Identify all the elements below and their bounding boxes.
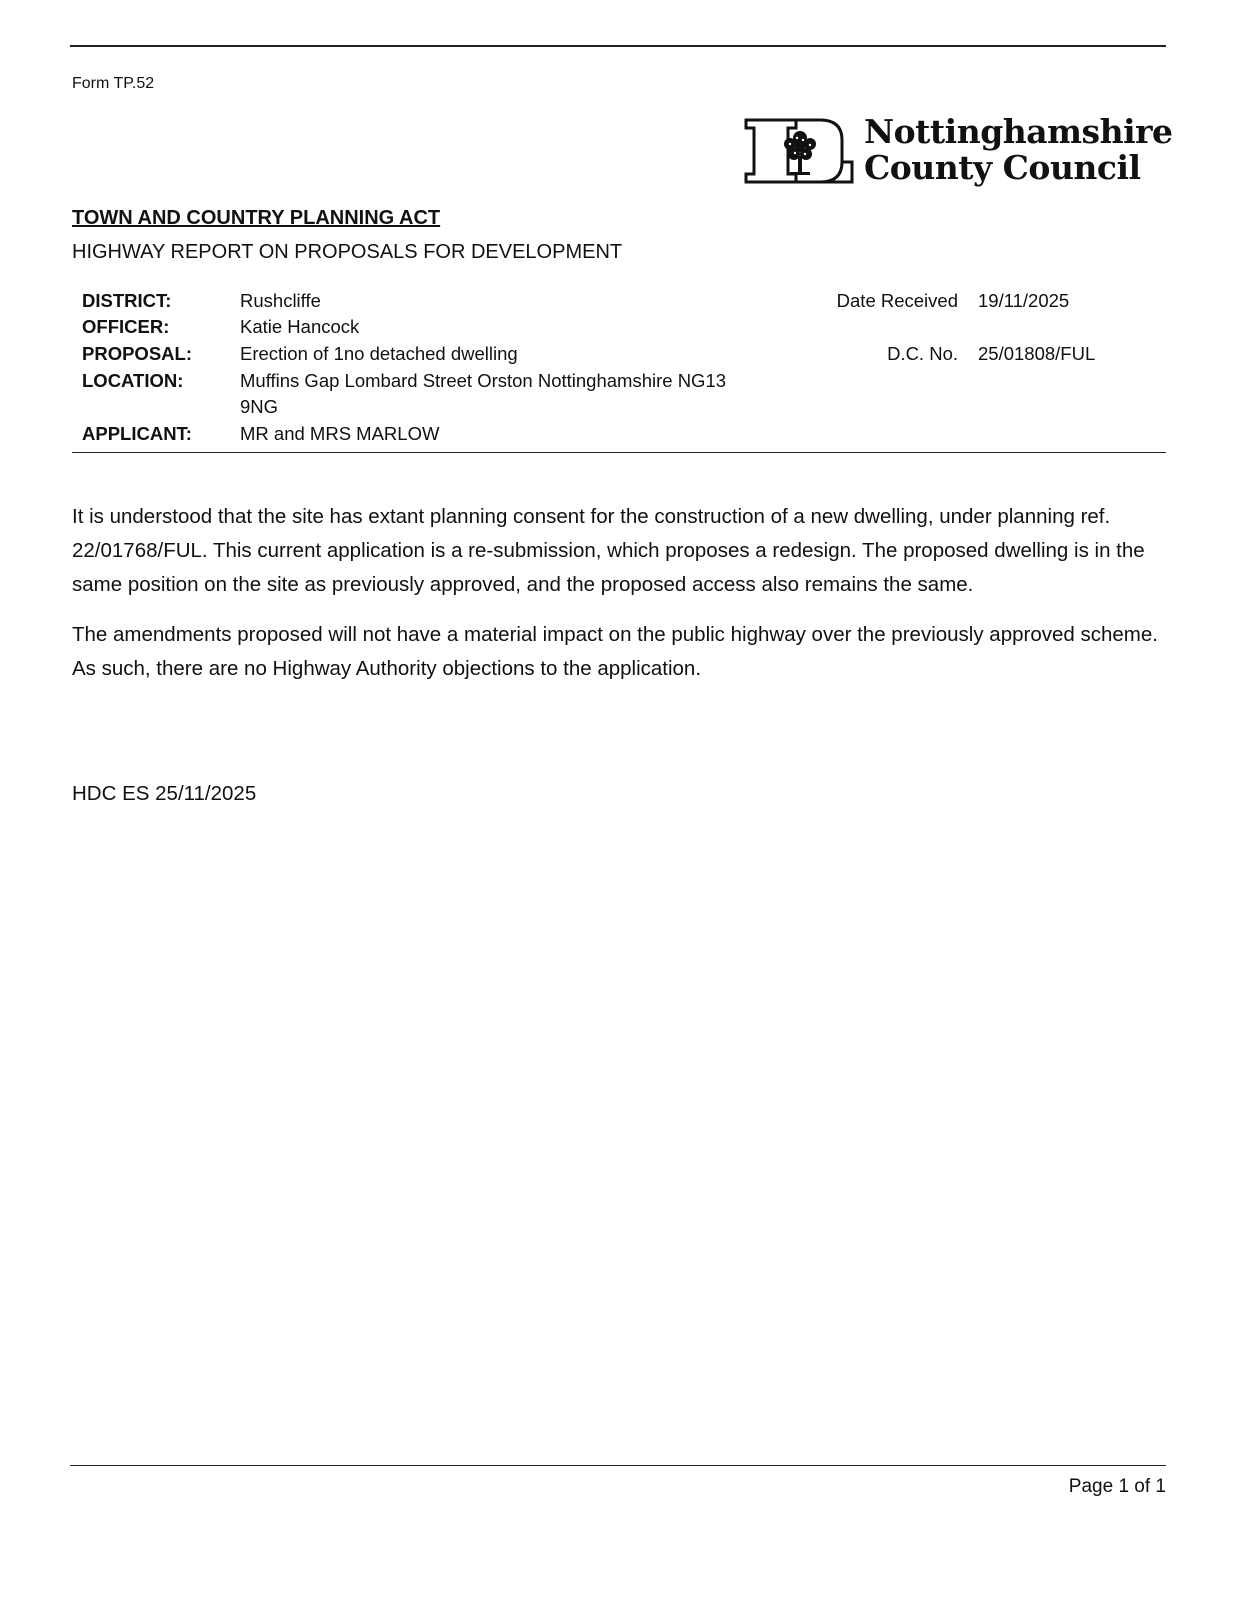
council-wordmark bbox=[864, 114, 1173, 186]
location-value-line-1: Muffins Gap Lombard Street Orston Nottinghamshire NG13 bbox=[240, 370, 727, 391]
report-body bbox=[72, 500, 1172, 702]
council-logo bbox=[744, 112, 1173, 190]
act-title: TOWN AND COUNTRY PLANNING ACT bbox=[72, 207, 441, 229]
officer-value: Katie Hancock bbox=[240, 316, 360, 337]
logo-line-1: Nottinghamshire bbox=[864, 112, 1173, 151]
logo-line-2: County Council bbox=[864, 148, 1141, 187]
bottom-rule bbox=[70, 1465, 1166, 1466]
dc-no-value: 25/01808/FUL bbox=[978, 343, 1096, 364]
district-label: DISTRICT: bbox=[82, 290, 172, 311]
district-value: Rushcliffe bbox=[240, 290, 321, 311]
date-received-value: 19/11/2025 bbox=[978, 290, 1070, 311]
council-crest-icon bbox=[744, 116, 854, 186]
top-rule bbox=[70, 45, 1166, 47]
dc-no-label: D.C. No. bbox=[887, 343, 958, 364]
signoff: HDC ES 25/11/2025 bbox=[72, 782, 257, 805]
page-number: Page 1 of 1 bbox=[1068, 1476, 1166, 1497]
form-id: Form TP.52 bbox=[72, 75, 155, 92]
body-paragraph-1: It is understood that the site has extant planning consent for the construction of a new dwelling, under planning ref. 22/01768/FUL. This current application is a re-submission, which proposes a redesign. The proposed dwelling is in the same position on the site as previously approved, and the proposed access also remains the same. bbox=[72, 505, 1145, 596]
location-value-line-2: 9NG bbox=[240, 396, 279, 417]
officer-label: OFFICER: bbox=[82, 316, 170, 337]
proposal-label: PROPOSAL: bbox=[82, 343, 192, 364]
proposal-value: Erection of 1no detached dwelling bbox=[240, 343, 518, 364]
applicant-label: APPLICANT: bbox=[82, 423, 192, 444]
report-subtitle: HIGHWAY REPORT ON PROPOSALS FOR DEVELOPMENT bbox=[72, 241, 623, 263]
location-label: LOCATION: bbox=[82, 370, 184, 391]
application-details bbox=[72, 288, 1166, 453]
body-paragraph-2: The amendments proposed will not have a material impact on the public highway over the previously approved scheme. As such, there are no Highway Authority objections to the application. bbox=[72, 623, 1158, 680]
applicant-value: MR and MRS MARLOW bbox=[240, 423, 440, 444]
date-received-label: Date Received bbox=[836, 290, 958, 311]
